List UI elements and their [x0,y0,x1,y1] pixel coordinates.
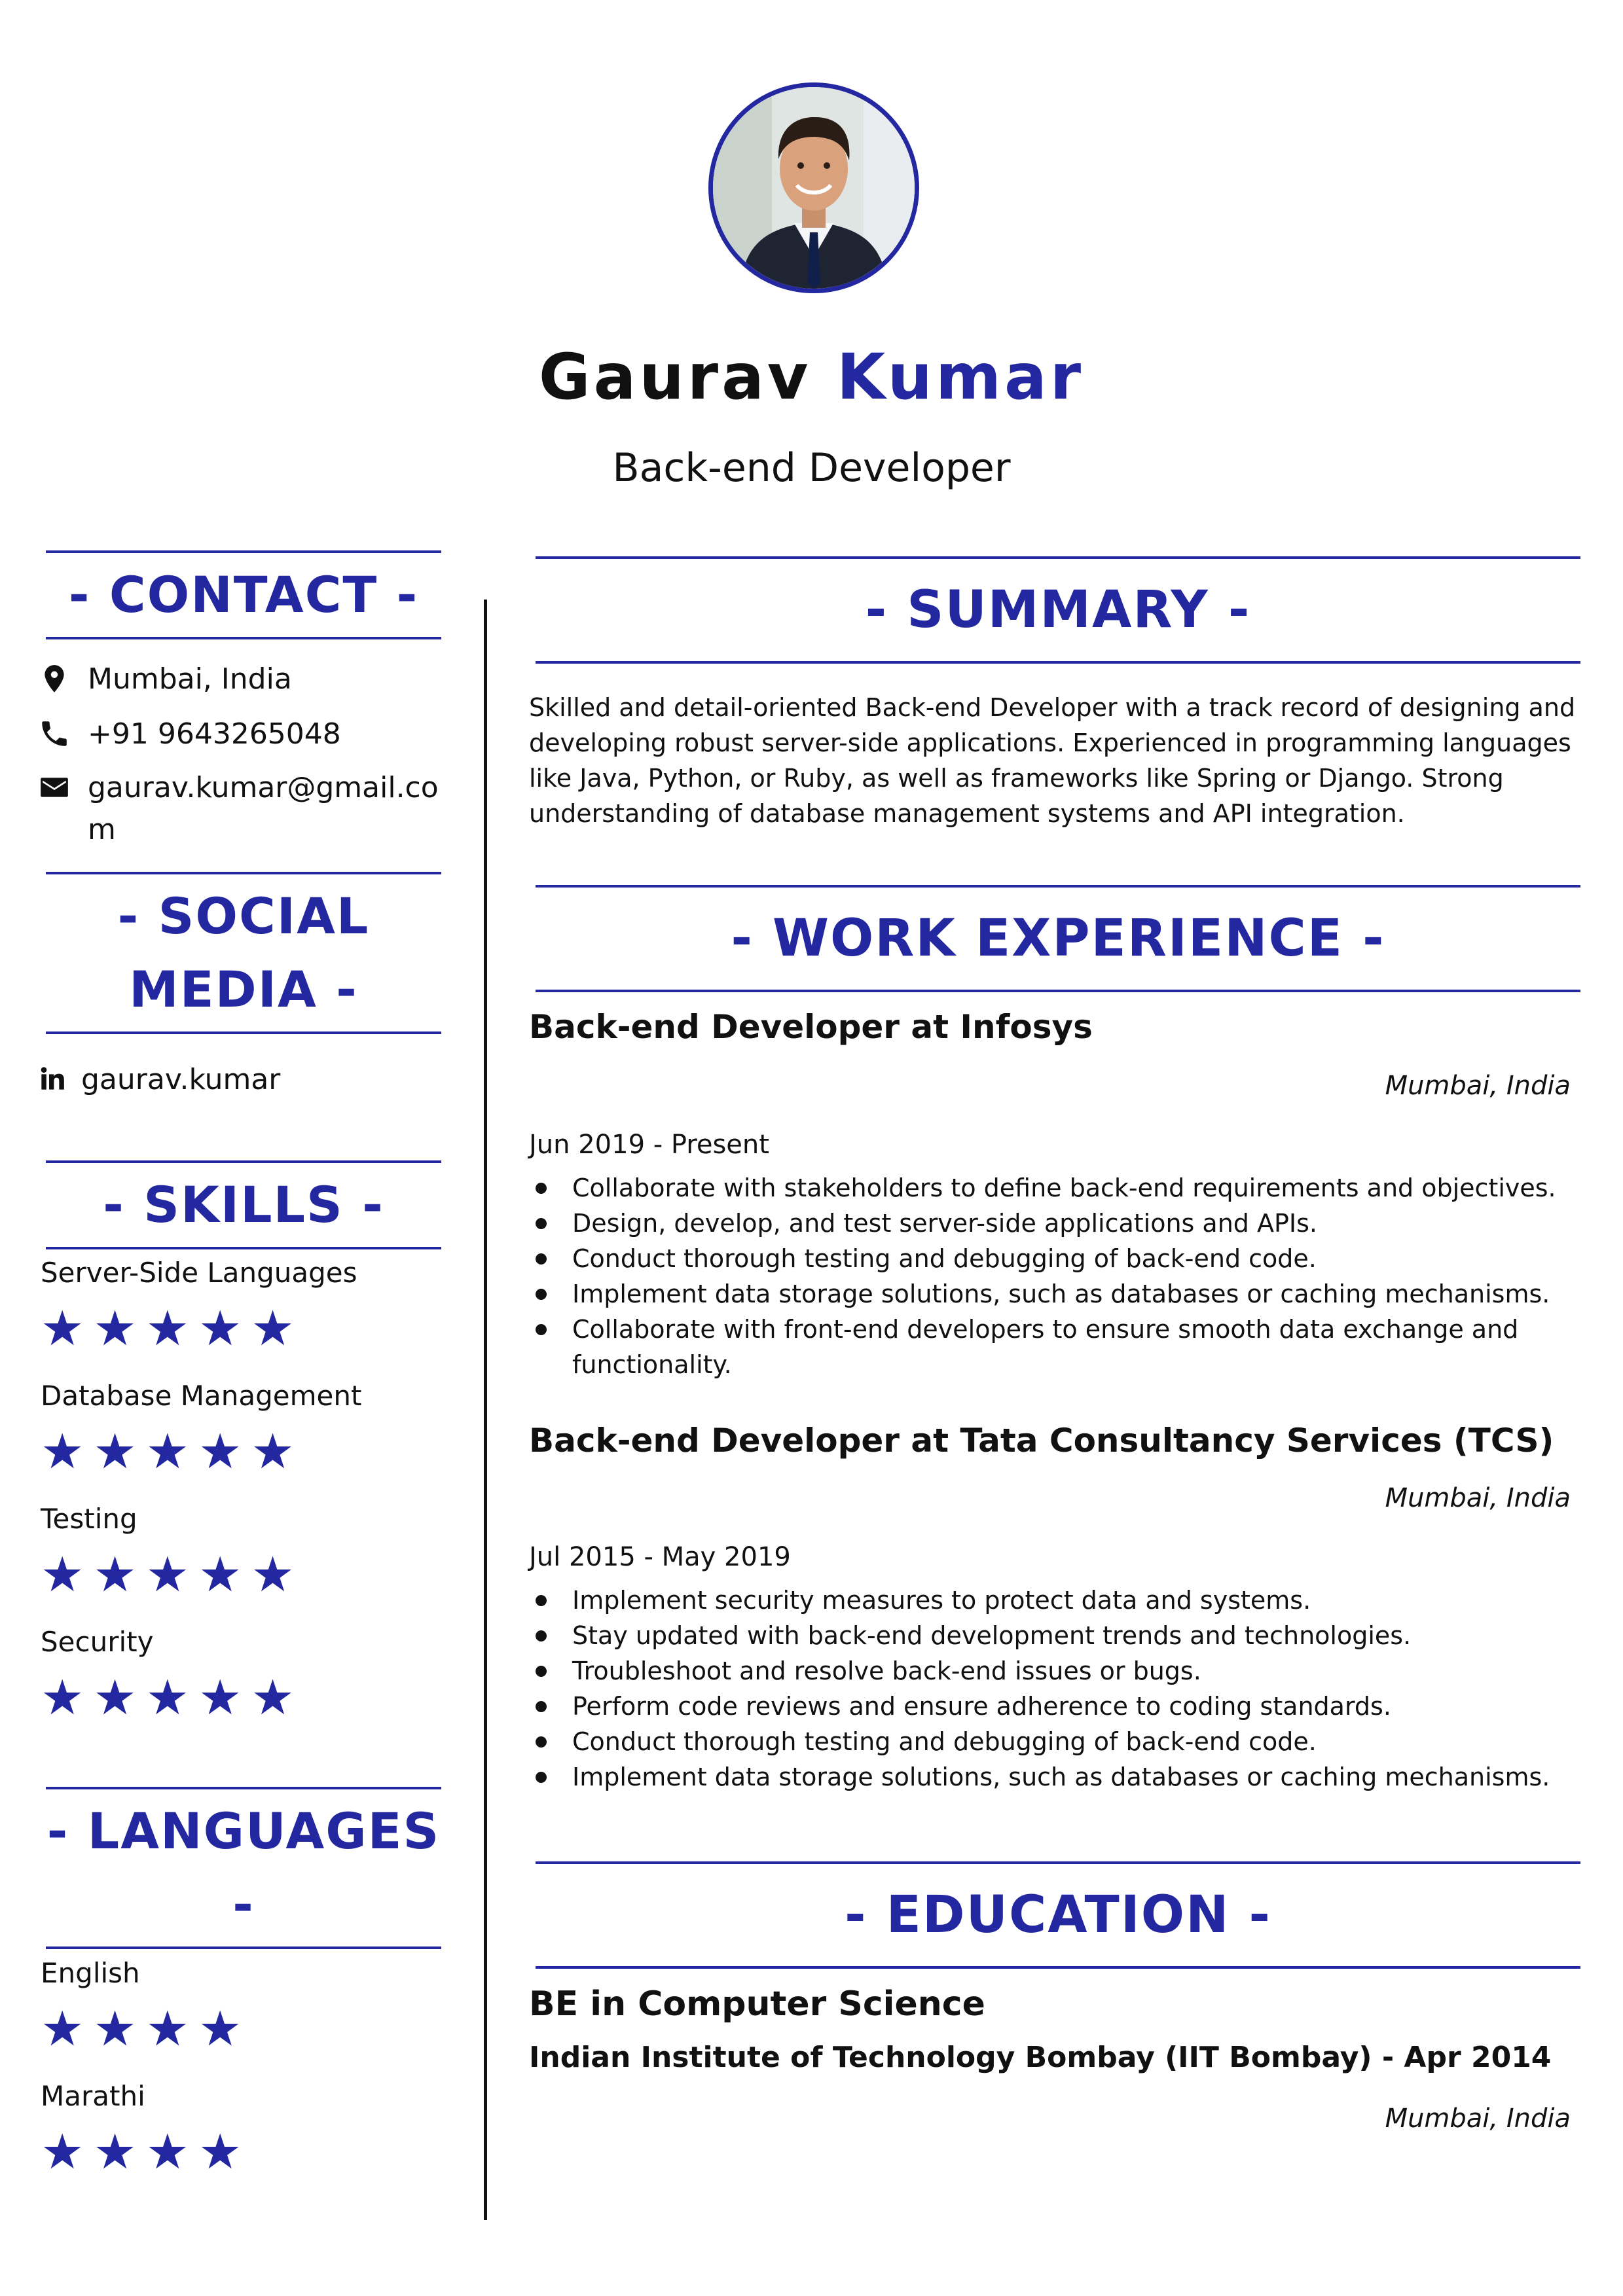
social-heading [46,872,441,1034]
list-item: Implement data storage solutions, such as databases or caching mechanisms. [529,1759,1577,1795]
linkedin-icon [39,1066,65,1092]
social-heading-line2: MEDIA - [129,960,358,1018]
job-bullets [529,1170,1577,1382]
skill-rating-stars: ★★★★★ [41,1670,304,1726]
skill-rating-stars: ★★★★★ [41,1424,304,1480]
skills-heading-text: - SKILLS - [103,1175,384,1234]
list-item: Design, develop, and test server-side applications and APIs. [529,1206,1577,1241]
candidate-name [0,340,1623,414]
list-item: Perform code reviews and ensure adherence to coding standards. [529,1689,1577,1724]
education-location: Mumbai, India [1385,2104,1571,2134]
contact-location-text: Mumbai, India [88,662,292,696]
job-dates: Jul 2015 - May 2019 [529,1542,791,1572]
summary-text: Skilled and detail-oriented Back-end Developer with a track record of designing and developing robust server-side applications. Experienced in programming languages like Java, Python, or Ruby, as well as frameworks like Spring or Django. Strong understanding of database management systems and API integration. [529,693,1576,828]
job-title: Back-end Developer at Tata Consultancy Services (TCS) [529,1422,1554,1460]
first-name: Gaurav [538,340,812,414]
envelope-icon [38,771,71,804]
job-location: Mumbai, India [1385,1071,1571,1101]
social-heading-line1: - SOCIAL [117,887,370,945]
contact-heading-text: - CONTACT - [68,565,419,624]
skill-name: Server-Side Languages [41,1257,357,1289]
education-heading [536,1861,1580,1969]
experience-heading-text: - WORK EXPERIENCE - [731,909,1385,968]
column-divider [484,600,487,2220]
list-item: Stay updated with back-end development trends and technologies. [529,1618,1577,1653]
skill-name: Database Management [41,1380,362,1412]
languages-heading-line1: - LANGUAGES [46,1802,441,1860]
languages-heading-line2: - [232,1875,255,1933]
language-name: Marathi [41,2080,145,2112]
skill-rating-stars: ★★★★★ [41,1547,304,1603]
list-item: Collaborate with front-end developers to ensure smooth data exchange and functionality. [529,1312,1577,1382]
education-heading-text: - EDUCATION - [845,1886,1271,1945]
skill-name: Testing [41,1503,137,1535]
skill-rating-stars: ★★★★★ [41,1300,304,1357]
list-item: Conduct thorough testing and debugging of back-end code. [529,1241,1577,1276]
candidate-title: Back-end Developer [612,445,1011,491]
contact-email-text[interactable]: gaurav.kumar@gmail.com [88,771,439,846]
profile-photo [708,82,919,293]
list-item: Implement security measures to protect data and systems. [529,1583,1577,1618]
language-name: English [41,1957,140,1989]
list-item: Troubleshoot and resolve back-end issues or bugs. [529,1653,1577,1689]
linkedin-handle[interactable]: gaurav.kumar [81,1063,281,1096]
job-bullets [529,1583,1577,1795]
contact-heading [46,550,441,639]
profile-photo-illustration [713,87,915,289]
education-school: Indian Institute of Technology Bombay (IIT Bombay) - Apr 2014 [529,2041,1552,2074]
job-dates: Jun 2019 - Present [529,1130,769,1160]
skills-heading [46,1160,441,1249]
education-degree: BE in Computer Science [529,1984,985,2024]
last-name: Kumar [836,340,1085,414]
job-location: Mumbai, India [1385,1483,1571,1513]
list-item: Collaborate with stakeholders to define back-end requirements and objectives. [529,1170,1577,1206]
list-item: Conduct thorough testing and debugging of back-end code. [529,1724,1577,1759]
language-rating-stars: ★★★★ [41,2124,251,2180]
summary-heading-text: - SUMMARY - [865,581,1251,639]
languages-heading [46,1787,441,1949]
experience-heading [536,885,1580,992]
skill-name: Security [41,1626,154,1658]
contact-phone-text[interactable]: +91 9643265048 [88,717,341,751]
summary-heading [536,556,1580,664]
map-pin-icon [38,662,71,695]
language-rating-stars: ★★★★ [41,2001,251,2057]
job-title: Back-end Developer at Infosys [529,1008,1093,1046]
list-item: Implement data storage solutions, such as databases or caching mechanisms. [529,1276,1577,1312]
phone-icon [38,717,71,750]
